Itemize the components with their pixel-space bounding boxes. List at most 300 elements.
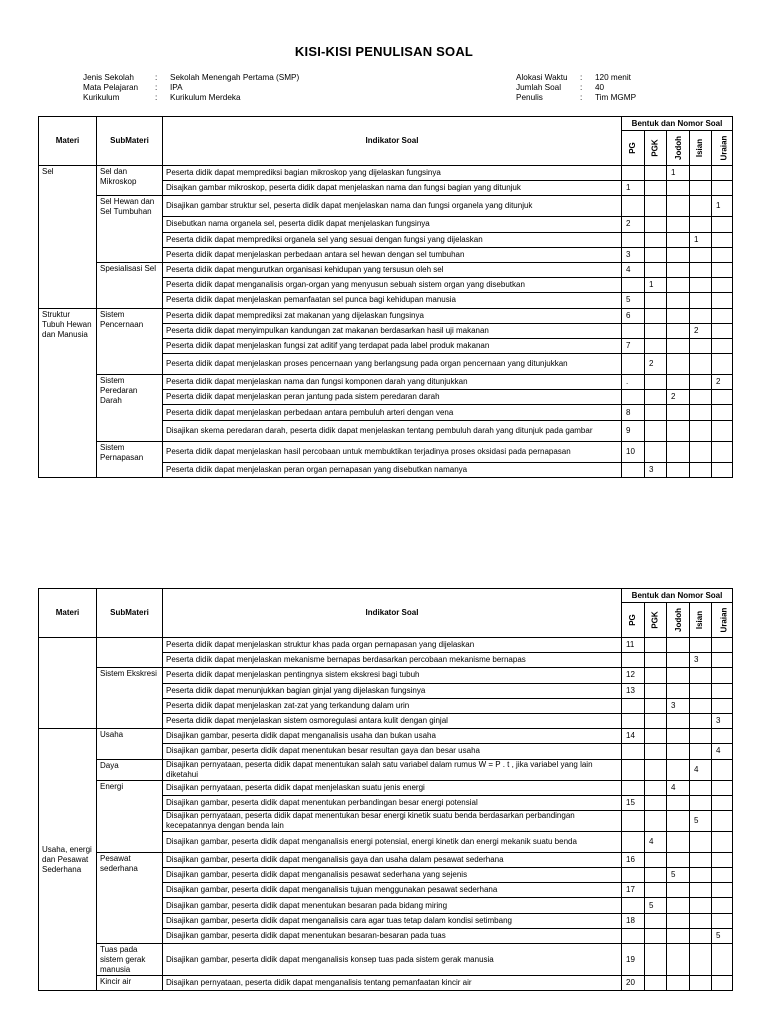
table-row [39, 944, 733, 976]
nomor-pgk [645, 780, 667, 795]
nomor-isian [690, 744, 712, 759]
nomor-pg [622, 232, 645, 247]
nomor-pgk [645, 852, 667, 867]
indikator-cell: Peserta didik dapat mengurutkan organisasi kehidupan yang tersusun oleh sel [163, 262, 622, 277]
column-header-label: Uraian [719, 607, 729, 633]
nomor-jodoh [667, 354, 690, 375]
nomor-uraian [712, 338, 733, 353]
nomor-pgk [645, 166, 667, 181]
nomor-uraian [712, 810, 733, 831]
nomor-jodoh [667, 462, 690, 477]
materi-cell: Sel [39, 166, 97, 309]
nomor-pgk: 5 [645, 898, 667, 913]
nomor-isian [690, 780, 712, 795]
nomor-isian [690, 928, 712, 943]
column-header-label: Jodoh [674, 608, 683, 632]
nomor-pgk [645, 913, 667, 928]
nomor-pg: 3 [622, 247, 645, 262]
submateri-cell: Energi [97, 780, 163, 852]
nomor-jodoh [667, 944, 690, 976]
indikator-cell: Peserta didik dapat menunjukkan bagian ginjal yang dijelaskan fungsinya [163, 683, 622, 698]
table-row [39, 441, 733, 462]
nomor-isian [690, 795, 712, 810]
nomor-isian [690, 638, 712, 653]
column-header-bentuk: Bentuk dan Nomor Soal [622, 589, 733, 603]
submateri-cell: Tuas pada sistem gerak manusia [97, 944, 163, 976]
nomor-uraian: 5 [712, 928, 733, 943]
nomor-uraian [712, 354, 733, 375]
nomor-uraian [712, 390, 733, 405]
column-header-pg [622, 131, 645, 166]
nomor-jodoh: 3 [667, 698, 690, 713]
nomor-pgk [645, 729, 667, 744]
nomor-isian [690, 852, 712, 867]
nomor-uraian [712, 166, 733, 181]
nomor-pg: 4 [622, 262, 645, 277]
nomor-pg: 18 [622, 913, 645, 928]
nomor-jodoh [667, 683, 690, 698]
nomor-uraian [712, 405, 733, 420]
indikator-cell: Disajikan gambar, peserta didik dapat menganalisis tujuan menggunakan pesawat sederhana [163, 883, 622, 898]
meta-value: Sekolah Menengah Pertama (SMP) [170, 73, 300, 82]
nomor-uraian [712, 868, 733, 883]
nomor-isian [690, 913, 712, 928]
nomor-uraian [712, 944, 733, 976]
column-header-pgk [645, 131, 667, 166]
indikator-cell: Peserta didik dapat menjelaskan perbedaan antara sel hewan dengan sel tumbuhan [163, 247, 622, 262]
nomor-pgk [645, 868, 667, 883]
column-header-label: PG [628, 142, 637, 154]
meta-value: Kurikulum Merdeka [170, 93, 241, 102]
column-header-label: PGK [650, 139, 660, 157]
nomor-jodoh [667, 744, 690, 759]
nomor-pgk [645, 976, 667, 991]
nomor-uraian [712, 852, 733, 867]
table-row [39, 308, 733, 323]
submateri-cell: Sistem Pencernaan [97, 308, 163, 375]
nomor-pg [622, 166, 645, 181]
nomor-jodoh: 2 [667, 390, 690, 405]
nomor-isian [690, 375, 712, 390]
column-header-label: PG [628, 614, 637, 626]
nomor-uraian [712, 441, 733, 462]
nomor-pgk [645, 375, 667, 390]
meta-row [516, 73, 636, 83]
indikator-cell: Disajikan pernyataan, peserta didik dapat menentukan salah satu variabel dalam rumus W = P . t , jika variabel yang lain diketahui [163, 759, 622, 780]
nomor-isian: 4 [690, 759, 712, 780]
nomor-pg [622, 323, 645, 338]
nomor-isian [690, 441, 712, 462]
indikator-cell: Peserta didik dapat menjelaskan perbedaan antara pembuluh arteri dengan vena [163, 405, 622, 420]
meta-value: 120 menit [595, 73, 631, 82]
nomor-jodoh [667, 405, 690, 420]
column-header-pg [622, 603, 645, 638]
nomor-jodoh [667, 181, 690, 196]
nomor-uraian [712, 976, 733, 991]
nomor-uraian: 2 [712, 375, 733, 390]
submateri-cell: Sistem Ekskresi [97, 668, 163, 729]
nomor-uraian [712, 898, 733, 913]
nomor-uraian [712, 795, 733, 810]
nomor-jodoh [667, 759, 690, 780]
nomor-isian: 2 [690, 323, 712, 338]
nomor-pgk [645, 405, 667, 420]
nomor-jodoh [667, 831, 690, 852]
nomor-pgk [645, 293, 667, 308]
indikator-cell: Peserta didik dapat menjelaskan proses pencernaan yang berlangsung pada organ pencernaan yang ditunjukkan [163, 354, 622, 375]
nomor-pg: 15 [622, 795, 645, 810]
submateri-cell: Spesialisasi Sel [97, 262, 163, 308]
indikator-cell: Disajikan pernyataan, peserta didik dapat menentukan besar energi kinetik suatu benda berdasarkan perbandingan kecepatannya dengan benda lain [163, 810, 622, 831]
nomor-pg: 6 [622, 308, 645, 323]
nomor-pgk [645, 795, 667, 810]
column-header-materi: Materi [39, 589, 97, 638]
nomor-uraian [712, 247, 733, 262]
meta-key: Alokasi Waktu [516, 73, 568, 82]
nomor-uraian [712, 181, 733, 196]
nomor-jodoh [667, 913, 690, 928]
nomor-pg [622, 462, 645, 477]
nomor-pg [622, 713, 645, 728]
nomor-pg [622, 928, 645, 943]
nomor-pg: 9 [622, 420, 645, 441]
table-row [39, 976, 733, 991]
indikator-cell: Peserta didik dapat menjelaskan mekanisme bernapas berdasarkan percobaan mekanisme bernapas [163, 653, 622, 668]
nomor-isian [690, 354, 712, 375]
meta-right [516, 73, 636, 103]
table-row [39, 729, 733, 744]
nomor-isian [690, 713, 712, 728]
meta-row [83, 73, 299, 83]
nomor-pgk [645, 217, 667, 232]
nomor-jodoh [667, 638, 690, 653]
indikator-cell: Peserta didik dapat memprediksi bagian mikroskop yang dijelaskan fungsinya [163, 166, 622, 181]
nomor-pgk [645, 683, 667, 698]
nomor-pgk [645, 810, 667, 831]
nomor-isian [690, 698, 712, 713]
nomor-uraian [712, 698, 733, 713]
nomor-jodoh [667, 795, 690, 810]
column-header-submateri: SubMateri [97, 117, 163, 166]
nomor-isian [690, 868, 712, 883]
nomor-pg [622, 868, 645, 883]
nomor-pg: 16 [622, 852, 645, 867]
indikator-cell: Peserta didik dapat menjelaskan peran jantung pada sistem peredaran darah [163, 390, 622, 405]
nomor-uraian [712, 913, 733, 928]
nomor-pg: . [622, 375, 645, 390]
nomor-pg: 17 [622, 883, 645, 898]
nomor-isian [690, 729, 712, 744]
nomor-jodoh [667, 420, 690, 441]
meta-value: Tim MGMP [595, 93, 637, 102]
nomor-jodoh [667, 852, 690, 867]
nomor-pg: 5 [622, 293, 645, 308]
nomor-isian [690, 883, 712, 898]
nomor-isian [690, 390, 712, 405]
nomor-isian: 5 [690, 810, 712, 831]
nomor-pgk [645, 653, 667, 668]
meta-value: IPA [170, 83, 183, 92]
nomor-pgk [645, 713, 667, 728]
nomor-isian [690, 944, 712, 976]
nomor-jodoh [667, 375, 690, 390]
column-header-uraian [712, 603, 733, 638]
nomor-uraian [712, 217, 733, 232]
table-row [39, 852, 733, 867]
submateri-cell: Usaha [97, 729, 163, 759]
nomor-jodoh [667, 883, 690, 898]
meta-key: Penulis [516, 93, 543, 102]
nomor-pgk [645, 441, 667, 462]
nomor-jodoh [667, 898, 690, 913]
nomor-pgk: 2 [645, 354, 667, 375]
indikator-cell: Peserta didik dapat menjelaskan sistem osmoregulasi antara kulit dengan ginjal [163, 713, 622, 728]
meta-row [516, 93, 636, 103]
nomor-uraian [712, 683, 733, 698]
nomor-isian [690, 262, 712, 277]
indikator-cell: Peserta didik dapat menjelaskan nama dan fungsi komponen darah yang ditunjukkan [163, 375, 622, 390]
nomor-jodoh [667, 323, 690, 338]
nomor-pg: 1 [622, 181, 645, 196]
indikator-cell: Peserta didik dapat menjelaskan peran organ pernapasan yang disebutkan namanya [163, 462, 622, 477]
nomor-jodoh [667, 441, 690, 462]
nomor-jodoh: 5 [667, 868, 690, 883]
meta-key: Jumlah Soal [516, 83, 562, 92]
nomor-pgk [645, 744, 667, 759]
nomor-uraian [712, 638, 733, 653]
nomor-isian [690, 405, 712, 420]
nomor-isian [690, 308, 712, 323]
kisi-table-2 [38, 588, 733, 991]
meta-colon: : [155, 93, 158, 102]
nomor-pg [622, 196, 645, 217]
nomor-uraian [712, 262, 733, 277]
meta-row [83, 83, 299, 93]
nomor-isian [690, 683, 712, 698]
nomor-uraian [712, 323, 733, 338]
nomor-pg: 19 [622, 944, 645, 976]
nomor-pgk [645, 420, 667, 441]
meta-colon: : [155, 73, 158, 82]
nomor-pgk: 4 [645, 831, 667, 852]
nomor-uraian: 1 [712, 196, 733, 217]
nomor-jodoh [667, 217, 690, 232]
nomor-isian [690, 898, 712, 913]
nomor-pg: 14 [622, 729, 645, 744]
indikator-cell: Disajikan gambar, peserta didik dapat menentukan besaran pada bidang miring [163, 898, 622, 913]
nomor-pg [622, 780, 645, 795]
nomor-jodoh [667, 668, 690, 683]
meta-colon: : [580, 83, 583, 92]
nomor-isian [690, 166, 712, 181]
nomor-jodoh [667, 653, 690, 668]
nomor-uraian: 3 [712, 713, 733, 728]
nomor-uraian [712, 883, 733, 898]
nomor-isian [690, 196, 712, 217]
table-row [39, 668, 733, 683]
meta-key: Kurikulum [83, 93, 120, 102]
nomor-pg [622, 354, 645, 375]
nomor-pgk [645, 668, 667, 683]
nomor-isian [690, 278, 712, 293]
nomor-pg: 2 [622, 217, 645, 232]
submateri-cell: Sel Hewan dan Sel Tumbuhan [97, 196, 163, 263]
indikator-cell: Disajikan gambar struktur sel, peserta didik dapat menjelaskan nama dan fungsi organela yang ditunjuk [163, 196, 622, 217]
nomor-pgk [645, 247, 667, 262]
nomor-pg [622, 653, 645, 668]
column-header-label: Uraian [719, 135, 729, 161]
nomor-pgk [645, 638, 667, 653]
meta-colon: : [155, 83, 158, 92]
submateri-cell: Kincir air [97, 976, 163, 991]
column-header-label: Isian [695, 610, 705, 630]
column-header-isian [690, 131, 712, 166]
nomor-jodoh [667, 232, 690, 247]
nomor-isian [690, 217, 712, 232]
nomor-pgk [645, 759, 667, 780]
indikator-cell: Disebutkan nama organela sel, peserta didik dapat menjelaskan fungsinya [163, 217, 622, 232]
column-header-indikator: Indikator Soal [163, 117, 622, 166]
meta-colon: : [580, 73, 583, 82]
nomor-uraian [712, 831, 733, 852]
nomor-jodoh [667, 713, 690, 728]
column-header-bentuk: Bentuk dan Nomor Soal [622, 117, 733, 131]
submateri-cell: Pesawat sederhana [97, 852, 163, 943]
indikator-cell: Peserta didik dapat menjelaskan pentingnya sistem ekskresi bagi tubuh [163, 668, 622, 683]
meta-row [83, 93, 299, 103]
nomor-pg: 20 [622, 976, 645, 991]
nomor-pgk [645, 196, 667, 217]
nomor-pg [622, 744, 645, 759]
indikator-cell: Peserta didik dapat menjelaskan fungsi zat aditif yang terdapat pada label produk makanan [163, 338, 622, 353]
nomor-jodoh [667, 278, 690, 293]
materi-cell: Usaha, energi dan Pesawat Sederhana [39, 729, 97, 991]
nomor-pgk [645, 390, 667, 405]
indikator-cell: Peserta didik dapat menjelaskan pemanfaatan sel punca bagi kehidupan manusia [163, 293, 622, 308]
nomor-isian [690, 420, 712, 441]
nomor-isian: 3 [690, 653, 712, 668]
nomor-pg: 8 [622, 405, 645, 420]
materi-cell [39, 638, 97, 729]
indikator-cell: Peserta didik dapat memprediksi organela sel yang sesuai dengan fungsi yang dijelaskan [163, 232, 622, 247]
indikator-cell: Peserta didik dapat menjelaskan zat-zat yang terkandung dalam urin [163, 698, 622, 713]
table-row [39, 166, 733, 181]
nomor-pgk: 1 [645, 278, 667, 293]
column-header-isian [690, 603, 712, 638]
indikator-cell: Peserta didik dapat menyimpulkan kandungan zat makanan berdasarkan hasil uji makanan [163, 323, 622, 338]
indikator-cell: Disajikan gambar, peserta didik dapat menentukan besaran-besaran pada tuas [163, 928, 622, 943]
submateri-cell: Sistem Peredaran Darah [97, 375, 163, 442]
indikator-cell: Disajikan pernyataan, peserta didik dapat menjelaskan suatu jenis energi [163, 780, 622, 795]
nomor-pg: 7 [622, 338, 645, 353]
submateri-cell [97, 638, 163, 668]
nomor-pgk [645, 944, 667, 976]
nomor-jodoh [667, 293, 690, 308]
column-header-pgk [645, 603, 667, 638]
meta-key: Jenis Sekolah [83, 73, 134, 82]
table-row [39, 196, 733, 217]
nomor-pgk [645, 928, 667, 943]
nomor-jodoh [667, 810, 690, 831]
nomor-isian [690, 976, 712, 991]
nomor-jodoh [667, 196, 690, 217]
indikator-cell: Disajikan gambar, peserta didik dapat menentukan besar resultan gaya dan besar usaha [163, 744, 622, 759]
meta-colon: : [580, 93, 583, 102]
nomor-uraian [712, 668, 733, 683]
nomor-pg [622, 390, 645, 405]
table-row [39, 262, 733, 277]
nomor-pg [622, 898, 645, 913]
table-row [39, 375, 733, 390]
meta-key: Mata Pelajaran [83, 83, 139, 92]
nomor-jodoh: 4 [667, 780, 690, 795]
meta-row [516, 83, 636, 93]
nomor-pgk [645, 323, 667, 338]
nomor-pg [622, 698, 645, 713]
indikator-cell: Disajikan gambar, peserta didik dapat menganalisis pesawat sederhana yang sejenis [163, 868, 622, 883]
indikator-cell: Disajikan gambar, peserta didik dapat menentukan perbandingan besar energi potensial [163, 795, 622, 810]
nomor-isian [690, 462, 712, 477]
column-header-label: Jodoh [674, 136, 683, 160]
nomor-isian [690, 293, 712, 308]
nomor-jodoh [667, 928, 690, 943]
indikator-cell: Peserta didik dapat menjelaskan struktur khas pada organ pernapasan yang dijelaskan [163, 638, 622, 653]
nomor-isian [690, 338, 712, 353]
nomor-uraian [712, 759, 733, 780]
submateri-cell: Sel dan Mikroskop [97, 166, 163, 196]
nomor-uraian: 4 [712, 744, 733, 759]
nomor-jodoh: 1 [667, 166, 690, 181]
meta-left [83, 73, 299, 103]
nomor-isian [690, 831, 712, 852]
indikator-cell: Disajikan gambar, peserta didik dapat menganalisis energi potensial, energi kinetik dan energi mekanik suatu benda [163, 831, 622, 852]
nomor-pg: 10 [622, 441, 645, 462]
indikator-cell: Disajikan gambar, peserta didik dapat menganalisis cara agar tuas tetap dalam kondisi setimbang [163, 913, 622, 928]
nomor-pg: 11 [622, 638, 645, 653]
nomor-isian [690, 668, 712, 683]
nomor-pgk [645, 883, 667, 898]
table-row [39, 638, 733, 653]
nomor-pg [622, 831, 645, 852]
nomor-uraian [712, 232, 733, 247]
column-header-materi: Materi [39, 117, 97, 166]
nomor-jodoh [667, 976, 690, 991]
indikator-cell: Disajikan pernyataan, peserta didik dapat menganalisis tentang pemanfaatan kincir air [163, 976, 622, 991]
column-header-indikator: Indikator Soal [163, 589, 622, 638]
nomor-pgk [645, 308, 667, 323]
nomor-uraian [712, 780, 733, 795]
column-header-uraian [712, 131, 733, 166]
submateri-cell: Daya [97, 759, 163, 780]
nomor-pgk: 3 [645, 462, 667, 477]
column-header-label: Isian [695, 138, 705, 158]
nomor-uraian [712, 278, 733, 293]
nomor-isian [690, 181, 712, 196]
column-header-jodoh [667, 603, 690, 638]
nomor-uraian [712, 653, 733, 668]
table-row [39, 780, 733, 795]
nomor-jodoh [667, 338, 690, 353]
nomor-isian [690, 247, 712, 262]
nomor-pg: 13 [622, 683, 645, 698]
indikator-cell: Disajikan gambar, peserta didik dapat menganalisis usaha dan bukan usaha [163, 729, 622, 744]
nomor-pg [622, 278, 645, 293]
nomor-pgk [645, 262, 667, 277]
table-row [39, 759, 733, 780]
kisi-table-1 [38, 116, 733, 478]
nomor-pgk [645, 698, 667, 713]
nomor-uraian [712, 308, 733, 323]
